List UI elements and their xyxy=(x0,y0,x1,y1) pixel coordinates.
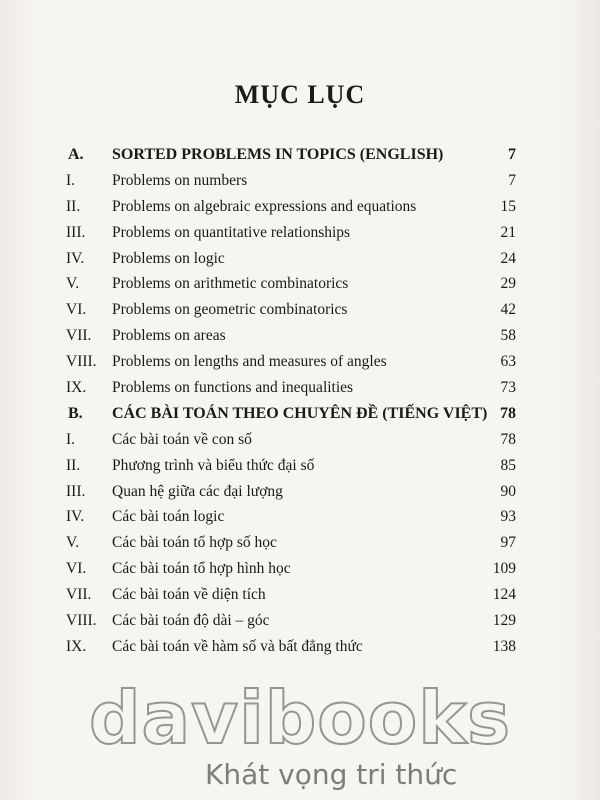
toc-row[interactable] xyxy=(66,375,516,401)
toc-row[interactable] xyxy=(66,220,516,246)
toc-number: IV. xyxy=(66,249,85,267)
toc-number: I. xyxy=(66,430,76,448)
toc-row[interactable] xyxy=(66,479,516,505)
toc-label: Quan hệ giữa các đại lượng xyxy=(112,482,283,500)
toc-number: VI. xyxy=(66,560,87,578)
toc-number: V. xyxy=(66,275,80,293)
toc-row[interactable] xyxy=(66,349,516,375)
toc-number: VII. xyxy=(66,586,92,604)
toc-number: II. xyxy=(66,456,81,474)
toc-row[interactable] xyxy=(66,634,516,660)
toc-number: VIII. xyxy=(66,612,97,630)
toc-page-number: 21 xyxy=(500,223,516,241)
toc-row[interactable] xyxy=(66,194,516,220)
toc-number: VI. xyxy=(66,301,87,319)
toc-label: Các bài toán về diện tích xyxy=(112,586,266,604)
toc-number: V. xyxy=(66,534,80,552)
toc-page-number: 42 xyxy=(500,301,516,319)
toc-row[interactable] xyxy=(66,530,516,556)
toc-number: A. xyxy=(68,146,84,163)
toc-page-number: 63 xyxy=(500,353,516,371)
toc-page-number: 93 xyxy=(500,508,516,526)
toc-row[interactable] xyxy=(66,556,516,582)
toc-section-row[interactable] xyxy=(66,142,516,168)
toc-label: Các bài toán về hàm số và bất đẳng thức xyxy=(112,637,363,655)
toc-label: Các bài toán về con số xyxy=(112,430,252,448)
watermark-logo: davibooks xyxy=(89,676,511,760)
toc-page-number: 97 xyxy=(500,534,516,552)
toc-row[interactable] xyxy=(66,608,516,634)
toc-label: Problems on quantitative relationships xyxy=(112,223,351,241)
toc-page-number: 15 xyxy=(500,197,516,215)
toc-label: Các bài toán logic xyxy=(112,508,225,526)
toc-label: Problems on algebraic expressions and equations xyxy=(112,197,417,215)
toc-page-number: 29 xyxy=(500,275,516,293)
toc-number: II. xyxy=(66,197,81,215)
page-title: MỤC LỤC xyxy=(234,80,366,109)
toc-label: Problems on areas xyxy=(112,327,226,345)
toc-row[interactable] xyxy=(66,271,516,297)
toc-number: IX. xyxy=(66,379,87,397)
toc-page-number: 78 xyxy=(500,404,516,422)
toc-number: III. xyxy=(66,482,86,500)
toc-page-number: 124 xyxy=(492,586,516,604)
toc-page-number: 7 xyxy=(508,171,516,189)
toc-number: VII. xyxy=(66,327,92,345)
toc-row[interactable] xyxy=(66,453,516,479)
toc-page-number: 24 xyxy=(500,249,516,267)
toc-page-number: 85 xyxy=(500,456,516,474)
toc-label: Problems on numbers xyxy=(112,171,248,189)
toc-row[interactable] xyxy=(66,427,516,453)
toc-row[interactable] xyxy=(66,297,516,323)
toc-label: Problems on geometric combinatorics xyxy=(112,301,348,319)
toc-label: Phương trình và biểu thức đại số xyxy=(112,456,315,474)
toc-row[interactable] xyxy=(66,504,516,530)
toc-row[interactable] xyxy=(66,582,516,608)
toc-page-number: 58 xyxy=(500,327,516,345)
toc-label: Problems on functions and inequalities xyxy=(112,379,354,397)
watermark-slogan: Khát vọng tri thức xyxy=(205,758,458,791)
toc-label: Problems on logic xyxy=(112,249,225,267)
toc-page-number: 138 xyxy=(492,637,516,655)
toc-label: Các bài toán độ dài – góc xyxy=(112,612,270,630)
toc-row[interactable] xyxy=(66,246,516,272)
toc-page-number: 78 xyxy=(500,430,516,448)
toc-number: B. xyxy=(68,404,83,422)
toc-section-row[interactable] xyxy=(66,401,516,427)
toc-label: Problems on arithmetic combinatorics xyxy=(112,275,349,293)
toc-label: Problems on lengths and measures of angles xyxy=(112,353,387,371)
toc-label: Các bài toán tổ hợp số học xyxy=(112,534,277,552)
toc-number: IX. xyxy=(66,637,87,655)
toc-number: III. xyxy=(66,223,86,241)
toc-label: CÁC BÀI TOÁN THEO CHUYÊN ĐỀ (TIẾNG VIỆT) xyxy=(112,404,488,422)
toc-row[interactable] xyxy=(66,323,516,349)
toc-page-number: 73 xyxy=(500,379,516,397)
toc-label: Các bài toán tổ hợp hình học xyxy=(112,560,291,578)
toc-number: IV. xyxy=(66,508,85,526)
toc-page-number: 7 xyxy=(508,146,516,163)
toc-page-number: 109 xyxy=(492,560,516,578)
toc-page-number: 129 xyxy=(492,612,516,630)
toc-label: SORTED PROBLEMS IN TOPICS (ENGLISH) xyxy=(112,146,444,163)
toc-number: I. xyxy=(66,171,76,189)
toc-page-number: 90 xyxy=(500,482,516,500)
toc-number: VIII. xyxy=(66,353,97,371)
toc-row[interactable] xyxy=(66,168,516,194)
table-of-contents xyxy=(66,142,516,660)
